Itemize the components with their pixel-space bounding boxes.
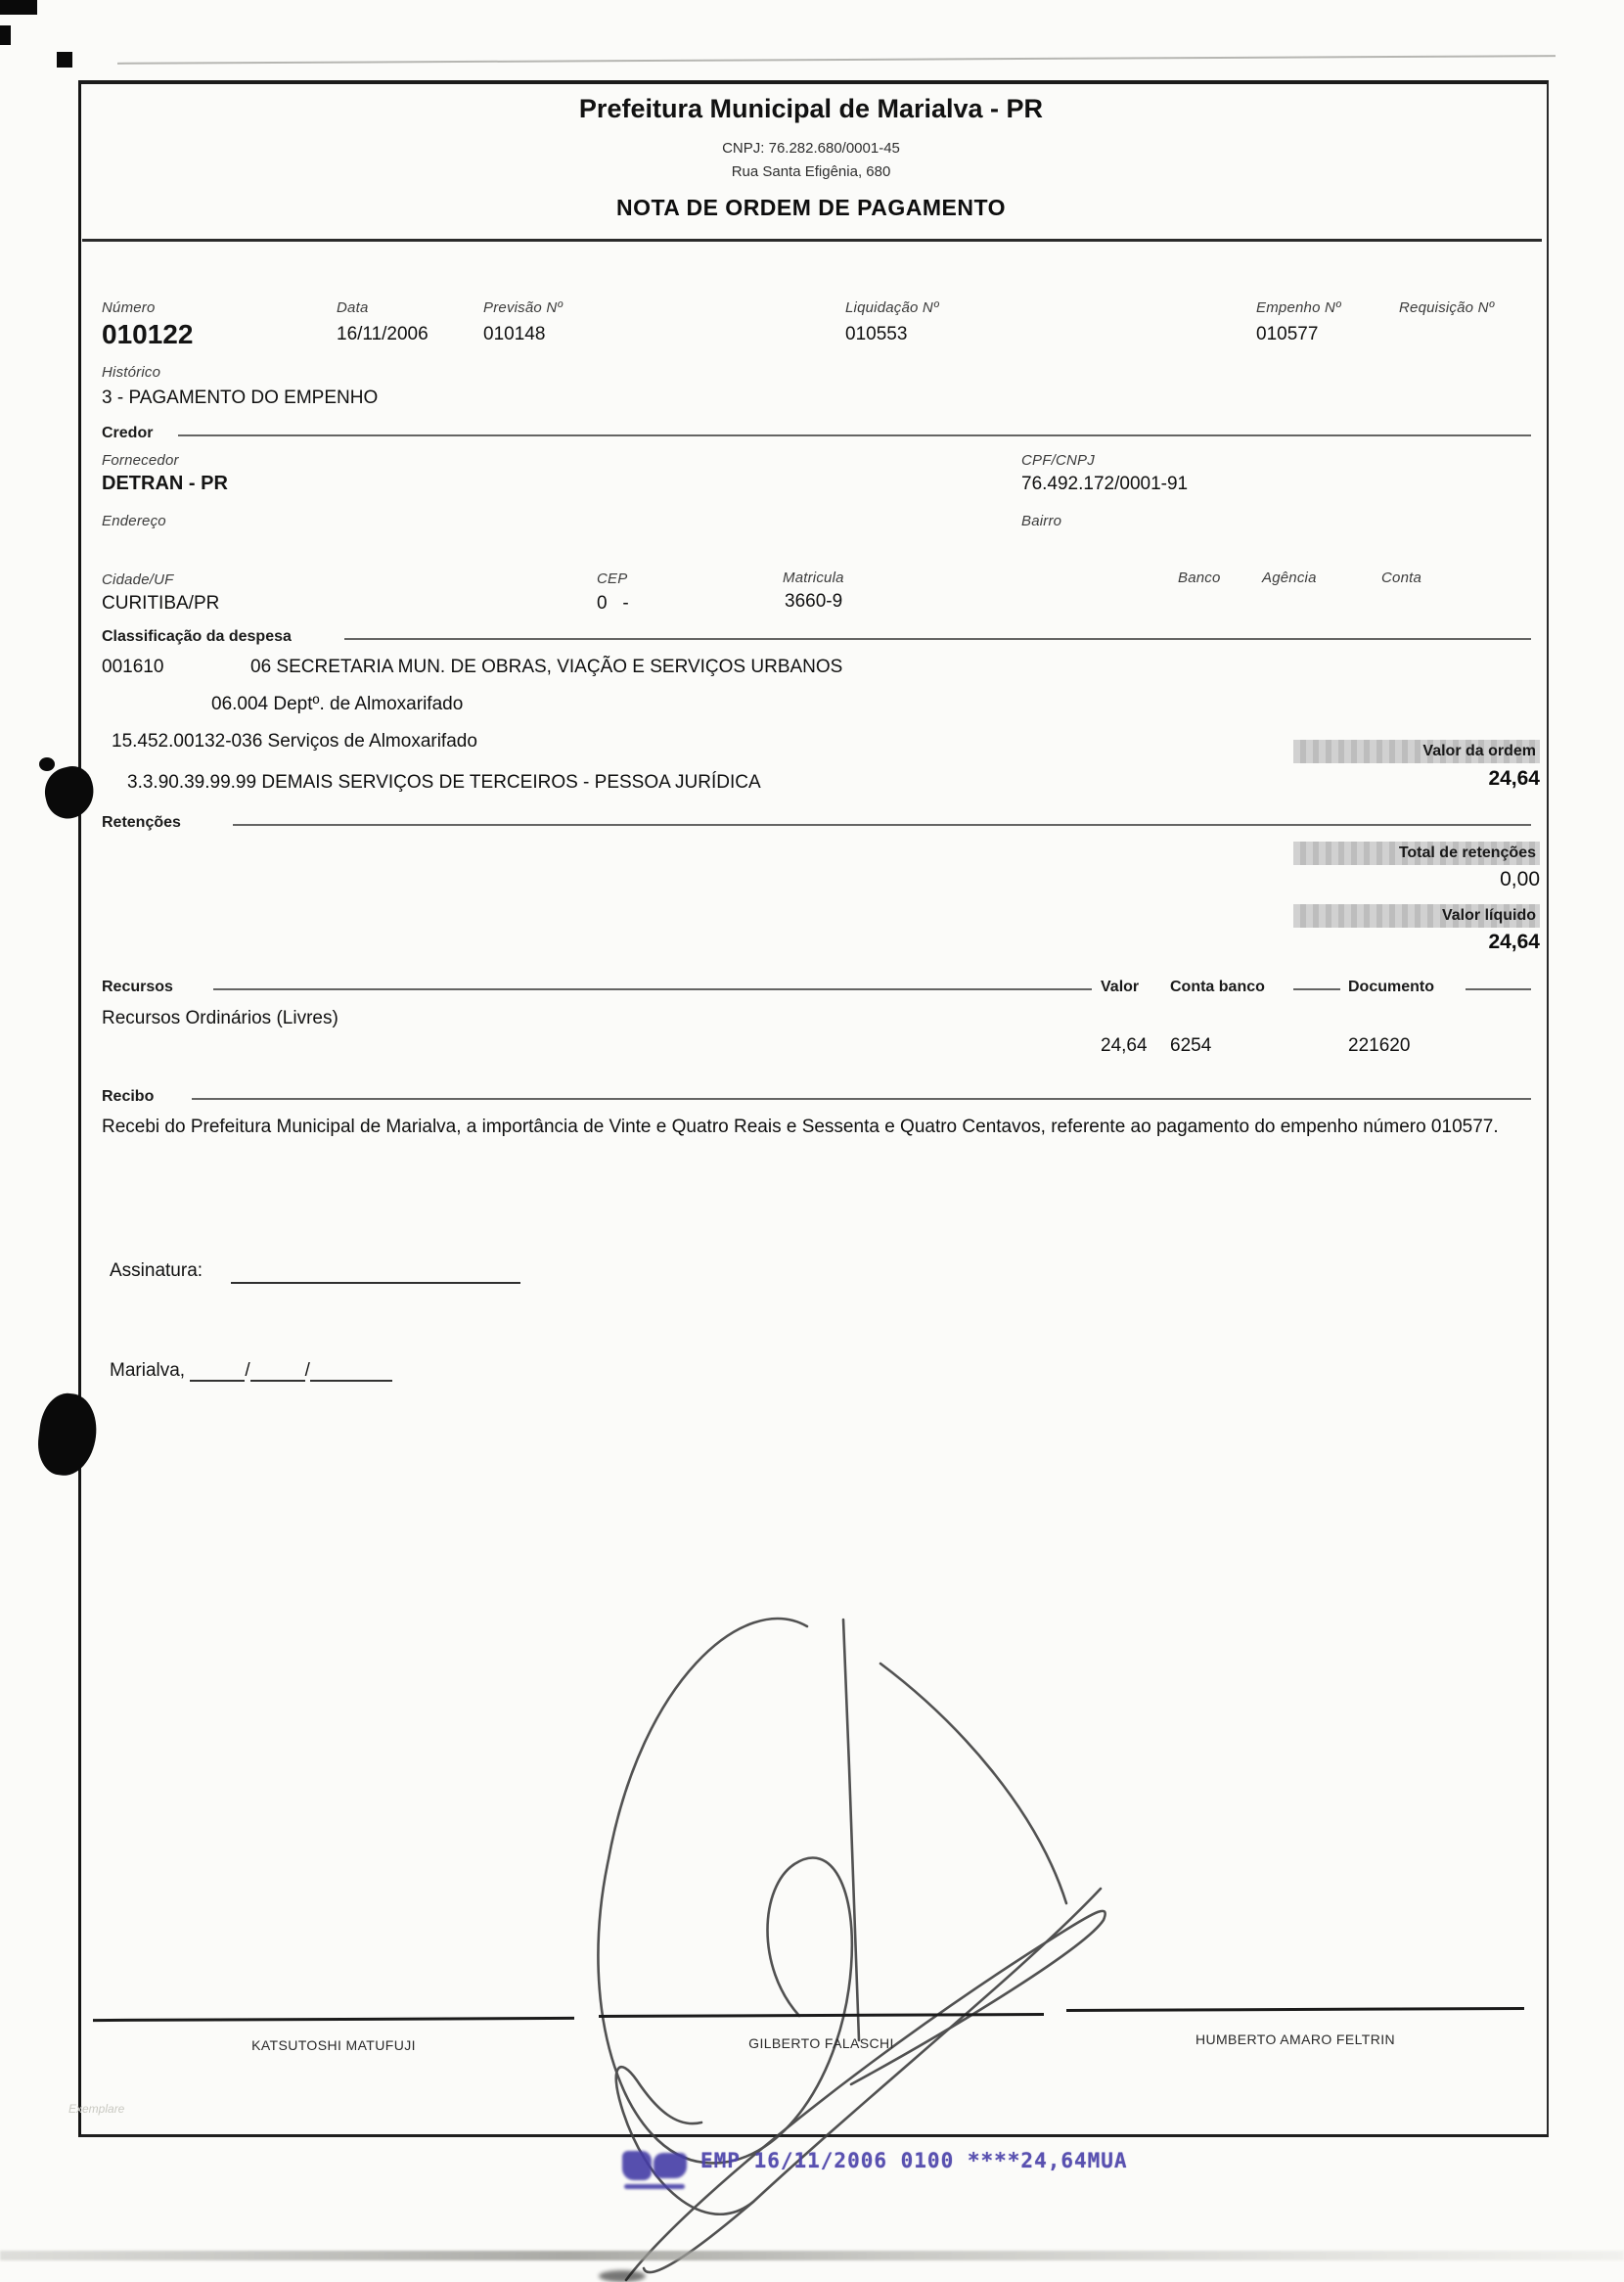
valor-ordem-bar xyxy=(1293,740,1540,763)
cep-label: CEP xyxy=(597,570,628,587)
stamp-text: EMP 16/11/2006 0100 ****24,64MUA xyxy=(700,2149,1128,2172)
recursos-rule-1 xyxy=(213,988,1092,990)
classificacao-code: 001610 xyxy=(102,657,164,677)
handwritten-signature xyxy=(528,1595,1174,2282)
doc-title: NOTA DE ORDEM DE PAGAMENTO xyxy=(615,195,1007,220)
valor-ordem-value: 24,64 xyxy=(1488,767,1540,790)
endereco-label: Endereço xyxy=(102,513,166,529)
matricula-value: 3660-9 xyxy=(785,591,843,612)
cep-value: 0 - xyxy=(597,593,629,614)
stamp-logo-icon-2 xyxy=(654,2153,687,2178)
classificacao-line3: 15.452.00132-036 Serviços de Almoxarifado xyxy=(112,731,477,752)
recursos-valor-col: Valor xyxy=(1101,979,1140,995)
scan-bottom-edge xyxy=(0,2251,1624,2260)
recursos-rule-2 xyxy=(1293,988,1340,990)
scan-corner-mark xyxy=(0,0,37,15)
empenho-value: 010577 xyxy=(1256,324,1319,344)
data-label: Data xyxy=(337,299,369,316)
signatory-name-2: GILBERTO FALASCHI xyxy=(748,2035,894,2051)
valor-ordem-label: Valor da ordem xyxy=(1422,743,1536,759)
empenho-label: Empenho Nº xyxy=(1256,299,1341,316)
date-slash-2: / xyxy=(304,1360,310,1381)
recursos-conta-col: Conta banco xyxy=(1170,979,1265,995)
recursos-row-descricao: Recursos Ordinários (Livres) xyxy=(102,1008,338,1028)
recursos-section-label: Recursos xyxy=(102,979,173,995)
previsao-label: Previsão Nº xyxy=(483,299,564,316)
signatory-name-3: HUMBERTO AMARO FELTRIN xyxy=(1195,2031,1396,2047)
cidade-label: Cidade/UF xyxy=(102,571,174,588)
liquidacao-label: Liquidação Nº xyxy=(845,299,939,316)
recursos-row-documento: 221620 xyxy=(1348,1035,1411,1056)
retencoes-section-label: Retenções xyxy=(102,814,181,831)
bairro-label: Bairro xyxy=(1021,513,1062,529)
banco-label: Banco xyxy=(1178,570,1221,586)
valor-liquido-bar xyxy=(1293,904,1540,928)
conta-label: Conta xyxy=(1381,570,1422,586)
classificacao-line2: 06.004 Deptº. de Almoxarifado xyxy=(211,694,464,714)
recursos-doc-col: Documento xyxy=(1348,979,1434,995)
org-address: Rua Santa Efigênia, 680 xyxy=(731,163,891,180)
classificacao-section-label: Classificação da despesa xyxy=(102,628,292,645)
retencoes-section-rule xyxy=(233,824,1531,826)
classificacao-line1: 06 SECRETARIA MUN. DE OBRAS, VIAÇÃO E SERVIÇOS URBANOS xyxy=(250,657,843,677)
requisicao-label: Requisição Nº xyxy=(1399,299,1495,316)
stamp-logo-icon xyxy=(622,2151,652,2180)
matricula-label: Matricula xyxy=(783,570,844,586)
scan-bottom-smudge xyxy=(599,2270,646,2282)
date-blank-year xyxy=(310,1362,392,1382)
valor-liquido-value: 24,64 xyxy=(1488,931,1540,953)
total-retencoes-label: Total de retenções xyxy=(1398,844,1536,861)
paper-top-edge xyxy=(117,55,1556,65)
org-title: Prefeitura Municipal de Marialva - PR xyxy=(578,94,1044,123)
date-blank-day xyxy=(190,1362,245,1382)
total-retencoes-value: 0,00 xyxy=(1500,868,1540,890)
agencia-label: Agência xyxy=(1262,570,1317,586)
fornecedor-value: DETRAN - PR xyxy=(102,473,228,494)
recursos-row-valor: 24,64 xyxy=(1101,1035,1148,1056)
date-slash-1: / xyxy=(245,1360,250,1381)
cpf-cnpj-label: CPF/CNPJ xyxy=(1021,452,1095,469)
total-retencoes-bar xyxy=(1293,842,1540,865)
local-label: Marialva, xyxy=(110,1360,186,1381)
credor-section-rule xyxy=(178,434,1531,436)
org-cnpj: CNPJ: 76.282.680/0001-45 xyxy=(722,140,900,157)
recursos-row-conta: 6254 xyxy=(1170,1035,1212,1056)
cidade-value: CURITIBA/PR xyxy=(102,593,220,614)
numero-value: 010122 xyxy=(102,319,194,349)
assinatura-line xyxy=(231,1282,520,1284)
stamp-logo-underline xyxy=(624,2184,685,2189)
historico-label: Histórico xyxy=(102,364,161,381)
recibo-text: Recebi do Prefeitura Municipal de Marialva, a importância de Vinte e Quatro Reais e Sessenta e Quatro Centavos, referente ao pagamento do empenho número 010577. xyxy=(102,1117,1499,1137)
ink-blob-top-tail xyxy=(39,757,55,771)
classificacao-line4: 3.3.90.39.99.99 DEMAIS SERVIÇOS DE TERCEIROS - PESSOA JURÍDICA xyxy=(127,772,761,793)
credor-section-label: Credor xyxy=(102,425,154,441)
numero-label: Número xyxy=(102,299,156,316)
classificacao-section-rule xyxy=(344,638,1531,640)
previsao-value: 010148 xyxy=(483,324,546,344)
recursos-rule-3 xyxy=(1466,988,1531,990)
date-blank-month xyxy=(250,1362,305,1382)
signatory-name-1: KATSUTOSHI MATUFUJI xyxy=(251,2037,416,2053)
local-date-row xyxy=(110,1360,392,1382)
liquidacao-value: 010553 xyxy=(845,324,908,344)
recibo-section-rule xyxy=(192,1098,1531,1100)
scan-edge-mark xyxy=(0,25,11,45)
data-value: 16/11/2006 xyxy=(337,324,429,344)
fornecedor-label: Fornecedor xyxy=(102,452,179,469)
copy-ghost-label: Exemplare xyxy=(68,2102,125,2116)
historico-value: 3 - PAGAMENTO DO EMPENHO xyxy=(102,388,379,408)
assinatura-label: Assinatura: xyxy=(110,1260,203,1281)
cpf-cnpj-value: 76.492.172/0001-91 xyxy=(1021,474,1189,494)
valor-liquido-label: Valor líquido xyxy=(1441,907,1536,924)
header-divider xyxy=(82,239,1542,242)
recibo-section-label: Recibo xyxy=(102,1088,155,1105)
scan-corner-dot xyxy=(57,52,72,68)
